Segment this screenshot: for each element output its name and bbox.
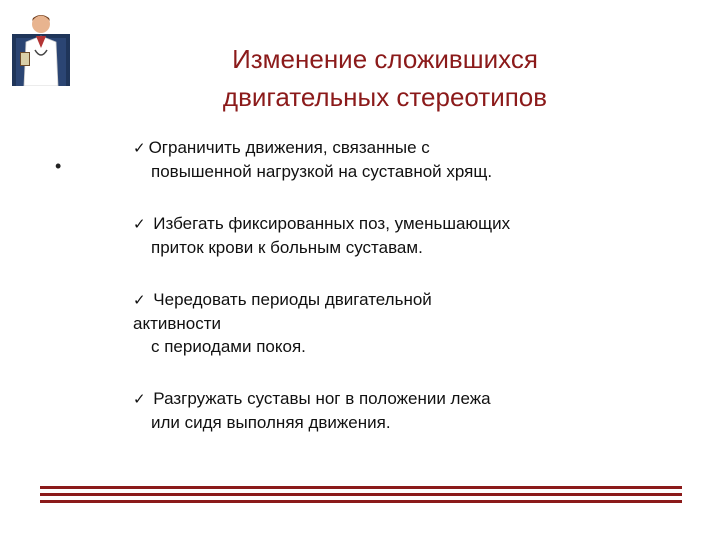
list-item bbox=[133, 212, 653, 259]
bullet-marker: • bbox=[55, 156, 62, 176]
footer-divider bbox=[40, 486, 682, 507]
list-item bbox=[133, 136, 653, 183]
check-icon: ✓ bbox=[133, 291, 146, 309]
divider-line bbox=[40, 486, 682, 489]
item-line: Ограничить движения, связанные с bbox=[148, 138, 430, 157]
item-line: Избегать фиксированных поз, уменьшающих bbox=[148, 214, 511, 233]
check-icon: ✓ bbox=[133, 139, 146, 157]
item-line: Разгружать суставы ног в положении лежа bbox=[148, 389, 491, 408]
title-line-1: Изменение сложившихся bbox=[232, 44, 538, 74]
list-item bbox=[133, 387, 653, 434]
item-line: повышенной нагрузкой на суставной хрящ. bbox=[151, 162, 493, 181]
item-line: Чередовать периоды двигательной bbox=[148, 290, 432, 309]
doctor-logo-icon bbox=[12, 12, 70, 86]
divider-line bbox=[40, 493, 682, 496]
item-line: или сидя выполняя движения. bbox=[151, 413, 391, 432]
slide-title bbox=[130, 40, 640, 116]
check-icon: ✓ bbox=[133, 215, 146, 233]
item-line: с периодами покоя. bbox=[151, 337, 306, 356]
title-line-2: двигательных стереотипов bbox=[222, 82, 548, 112]
check-icon: ✓ bbox=[133, 390, 146, 408]
list-item bbox=[133, 288, 653, 358]
divider-line bbox=[40, 500, 682, 503]
checklist bbox=[133, 136, 653, 434]
item-line: приток крови к больным суставам. bbox=[151, 238, 423, 257]
item-line: активности bbox=[133, 314, 222, 333]
